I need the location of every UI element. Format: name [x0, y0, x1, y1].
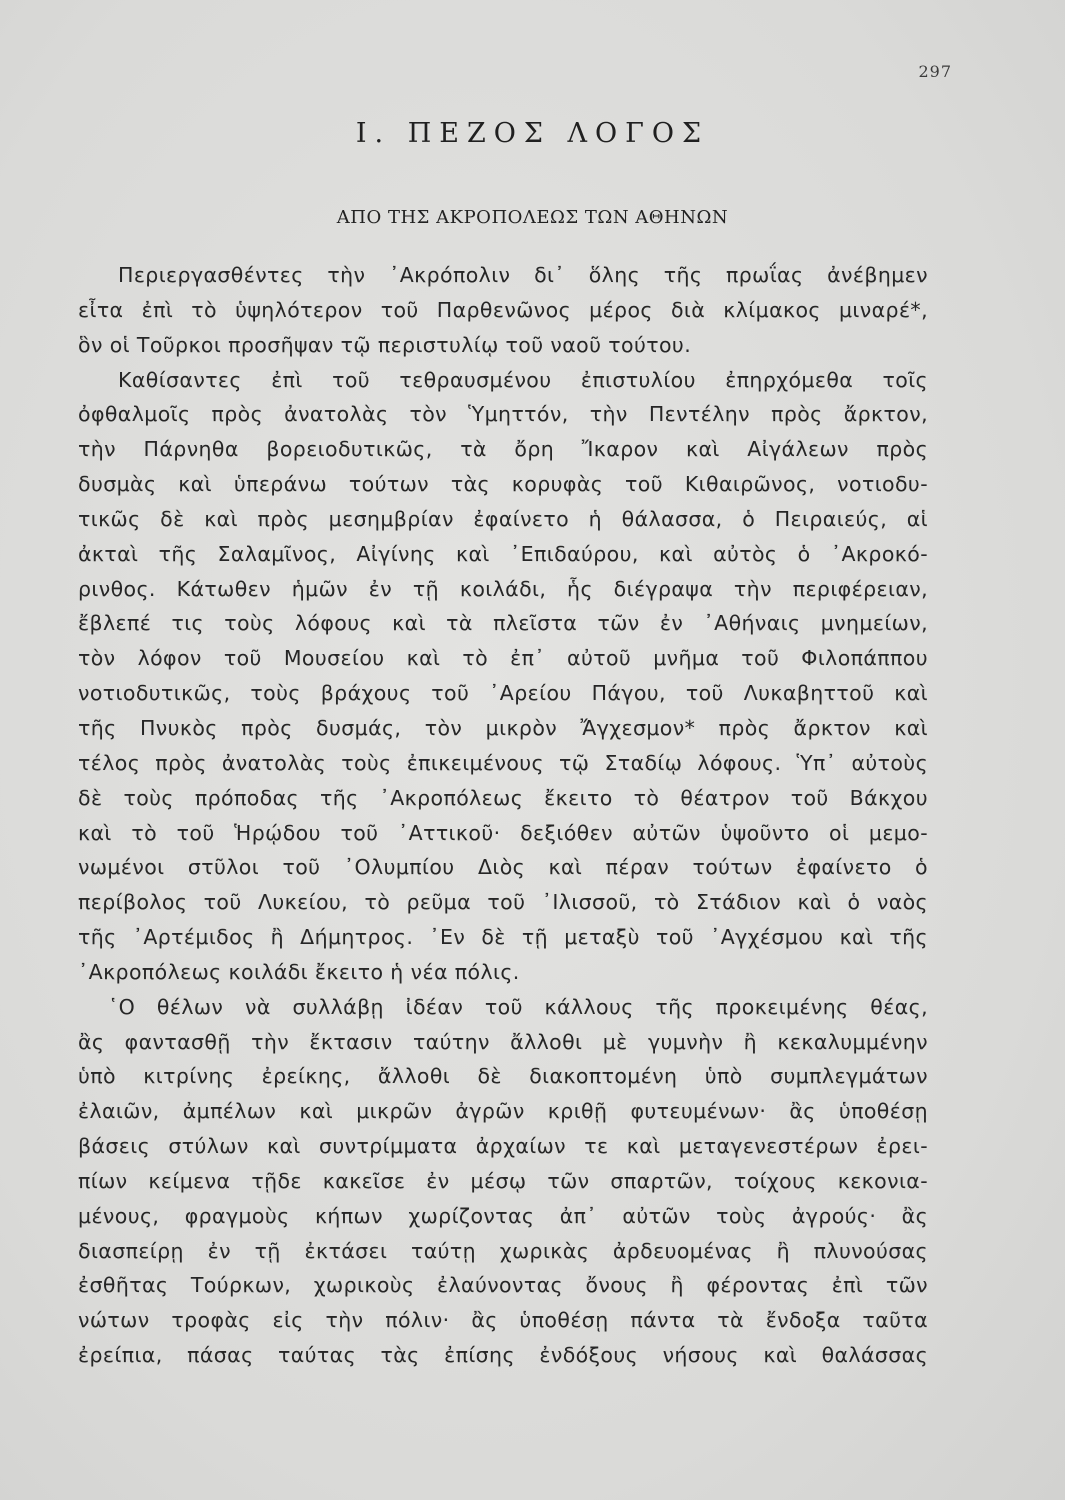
- text-line: διασπείρῃ ἐν τῇ ἐκτάσει ταύτῃ χωρικὰς ἀρδευομένας ἢ πλυνούσας: [78, 1238, 928, 1263]
- text-line: εἶτα ἐπὶ τὸ ὑψηλότερον τοῦ Παρθενῶνος μέρος διὰ κλίμακος μιναρέ*,: [78, 297, 928, 322]
- text-line: ᾿Ακροπόλεως κοιλάδι ἔκειτο ἡ νέα πόλις.: [78, 959, 520, 984]
- text-line: βάσεις στύλων καὶ συντρίμματα ἀρχαίων τε καὶ μεταγενεστέρων ἐρει-: [78, 1134, 928, 1159]
- text-line: ρινθος. Κάτωθεν ἡμῶν ἐν τῇ κοιλάδι, ἧς διέγραψα τὴν περιφέρειαν,: [78, 576, 928, 601]
- text-line: μένους, φραγμοὺς κήπων χωρίζοντας ἀπ᾿ αὐτῶν τοὺς ἀγρούς· ἂς: [78, 1203, 928, 1228]
- text-line: νώτων τροφὰς εἰς τὴν πόλιν· ἂς ὑποθέσῃ πάντα τὰ ἔνδοξα ταῦτα: [78, 1308, 928, 1333]
- text-line: περίβολος τοῦ Λυκείου, τὸ ρεῦμα τοῦ ᾿Ιλισσοῦ, τὸ Στάδιον καὶ ὁ ναὸς: [78, 890, 928, 915]
- text-line: ῾Ο θέλων νὰ συλλάβῃ ἰδέαν τοῦ κάλλους τῆς προκειμένης θέας,: [108, 994, 928, 1019]
- text-line: τέλος πρὸς ἀνατολὰς τοὺς ἐπικειμένους τῷ Σταδίῳ λόφους. Ὑπ᾿ αὐτοὺς: [78, 750, 928, 775]
- page-number: 297: [918, 62, 952, 81]
- text-line: καὶ τὸ τοῦ Ἡρῴδου τοῦ ᾿Αττικοῦ· δεξιόθεν αὐτῶν ὑψοῦντο οἱ μεμο-: [78, 820, 928, 845]
- body-text: [78, 258, 928, 1373]
- text-line: ὃν οἱ Τοῦρκοι προσῆψαν τῷ περιστυλίῳ τοῦ ναοῦ τούτου.: [78, 332, 692, 357]
- text-line: τὸν λόφον τοῦ Μουσείου καὶ τὸ ἐπ᾿ αὐτοῦ μνῆμα τοῦ Φιλοπάππου: [78, 646, 928, 671]
- text-line: ἐρείπια, πάσας ταύτας τὰς ἐπίσης ἐνδόξους νήσους καὶ θαλάσσας: [78, 1343, 928, 1368]
- chapter-title: ΑΠΟ ΤΗΣ ΑΚΡΟΠΟΛΕΩΣ ΤΩΝ ΑΘΗΝΩΝ: [336, 207, 729, 228]
- text-line: ἔβλεπέ τις τοὺς λόφους καὶ τὰ πλεῖστα τῶν ἐν ᾿Αθήναις μνημείων,: [78, 611, 928, 636]
- text-line: νωμένοι στῦλοι τοῦ ᾿Ολυμπίου Διὸς καὶ πέραν τούτων ἐφαίνετο ὁ: [78, 855, 928, 880]
- text-line: ὀφθαλμοῖς πρὸς ἀνατολὰς τὸν Ὑμηττόν, τὴν Πεντέλην πρὸς ἄρκτον,: [78, 402, 928, 427]
- text-line: ἂς φαντασθῇ τὴν ἔκτασιν ταύτην ἄλλοθι μὲ γυμνὴν ἢ κεκαλυμμένην: [78, 1029, 928, 1054]
- text-line: νοτιοδυτικῶς, τοὺς βράχους τοῦ ᾿Αρείου Πάγου, τοῦ Λυκαβηττοῦ καὶ: [78, 681, 928, 706]
- text-line: ἐσθῆτας Τούρκων, χωρικοὺς ἐλαύνοντας ὄνους ἢ φέροντας ἐπὶ τῶν: [78, 1273, 928, 1298]
- text-line: ἀκταὶ τῆς Σαλαμῖνος, Αἰγίνης καὶ ᾿Επιδαύρου, καὶ αὐτὸς ὁ ᾿Ακροκό-: [78, 541, 928, 566]
- text-line: τῆς Πνυκὸς πρὸς δυσμάς, τὸν μικρὸν Ἄγχεσμον* πρὸς ἄρκτον καὶ: [78, 715, 928, 740]
- text-line: Καθίσαντες ἐπὶ τοῦ τεθραυσμένου ἐπιστυλίου ἐπηρχόμεθα τοῖς: [118, 367, 928, 392]
- text-line: τὴν Πάρνηθα βορειοδυτικῶς, τὰ ὄρη Ἴκαρον καὶ Αἰγάλεων πρὸς: [78, 437, 928, 462]
- text-line: ὑπὸ κιτρίνης ἐρείκης, ἄλλοθι δὲ διακοπτομένη ὑπὸ συμπλεγμάτων: [78, 1064, 928, 1089]
- text-line: ἐλαιῶν, ἀμπέλων καὶ μικρῶν ἀγρῶν κριθῇ φυτευμένων· ἂς ὑποθέσῃ: [78, 1099, 928, 1124]
- text-line: δυσμὰς καὶ ὑπεράνω τούτων τὰς κορυφὰς τοῦ Κιθαιρῶνος, νοτιοδυ-: [78, 472, 928, 497]
- text-line: πίων κείμενα τῇδε κακεῖσε ἐν μέσῳ τῶν σπαρτῶν, τοίχους κεκονια-: [78, 1168, 928, 1193]
- text-line: δὲ τοὺς πρόποδας τῆς ᾿Ακροπόλεως ἔκειτο τὸ θέατρον τοῦ Βάκχου: [78, 785, 928, 810]
- text-line: τικῶς δὲ καὶ πρὸς μεσημβρίαν ἐφαίνετο ἡ θάλασσα, ὁ Πειραιεύς, αἱ: [78, 506, 928, 531]
- section-title: I. ΠΕΖΟΣ ΛΟΓΟΣ: [355, 118, 710, 149]
- text-line: τῆς ᾿Αρτέμιδος ἢ Δήμητρος. ᾿Εν δὲ τῇ μεταξὺ τοῦ ᾿Αγχέσμου καὶ τῆς: [78, 925, 928, 950]
- text-line: Περιεργασθέντες τὴν ᾿Ακρόπολιν δι᾿ ὅλης τῆς πρωΐας ἀνέβημεν: [118, 263, 928, 287]
